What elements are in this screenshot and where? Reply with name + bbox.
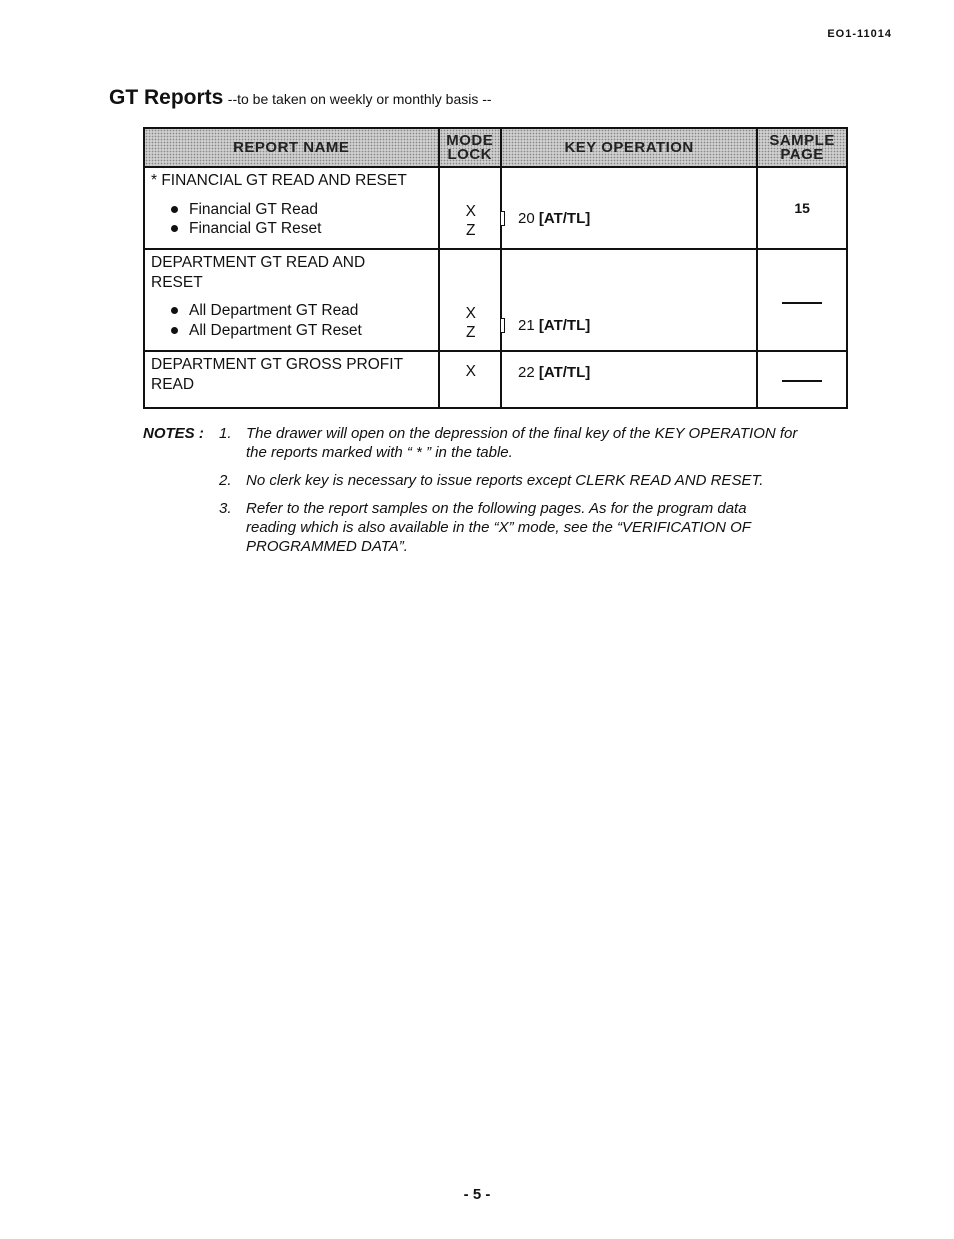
key-number: 22 (518, 364, 535, 381)
row-report-name (144, 249, 439, 351)
key-label: [AT/TL] (538, 317, 591, 334)
note-text-line: No clerk key is necessary to issue reports except CLERK READ AND RESET. (246, 472, 764, 489)
note-text-line: the reports marked with “ * ” in the table. (246, 444, 513, 461)
row-mode-lock (439, 167, 502, 249)
header-sample-label: SAMPLE (769, 131, 835, 149)
page-title (109, 86, 492, 110)
note-text-line: The drawer will open on the depression of the final key of the KEY OPERATION for (246, 425, 798, 442)
row-mode-lock (439, 249, 502, 351)
row-title-line: READ (151, 375, 195, 393)
row-report-name (144, 351, 439, 408)
table-row (144, 167, 847, 249)
notes-section (143, 424, 843, 565)
list-item-label: Financial GT Reset (189, 220, 322, 237)
row-item-list (151, 301, 432, 340)
row-sample-page (757, 167, 847, 249)
note-item (143, 499, 843, 556)
note-item (143, 471, 843, 490)
header-report-name (144, 128, 439, 167)
table-header-row (144, 128, 847, 167)
row-key-operation (501, 351, 757, 408)
header-report-name-label: REPORT NAME (233, 138, 350, 156)
key-label: [AT/TL] (538, 210, 591, 227)
page-number: - 5 - (463, 1186, 491, 1203)
row-title-line: DEPARTMENT GT GROSS PROFIT (151, 356, 404, 373)
bracket-mark (501, 318, 505, 333)
note-number: 2. (219, 472, 232, 489)
list-item-label: All Department GT Reset (189, 321, 362, 339)
note-item (143, 424, 843, 462)
row-title-line: DEPARTMENT GT READ AND (151, 254, 366, 271)
key-number: 21 (518, 317, 535, 334)
row-title: * FINANCIAL GT READ AND RESET (151, 172, 407, 189)
mode-value: X (465, 363, 476, 380)
document-code: EO1-11014 (827, 28, 892, 40)
row-key-operation (501, 167, 757, 249)
list-item (151, 219, 432, 239)
sample-page-dash (782, 302, 822, 304)
mode-value: Z (466, 324, 476, 341)
mode-value: Z (466, 222, 476, 239)
gt-reports-table (143, 127, 848, 409)
list-item-label: Financial GT Read (189, 200, 318, 218)
note-number: 3. (219, 500, 232, 517)
header-key-operation (501, 128, 757, 167)
mode-value: X (465, 203, 476, 220)
list-item-label: All Department GT Read (189, 302, 359, 319)
table-row (144, 351, 847, 408)
row-report-name (144, 167, 439, 249)
key-operation-entry (518, 316, 590, 336)
table-row (144, 249, 847, 351)
list-item (151, 321, 432, 341)
header-sample-page (757, 128, 847, 167)
sample-page-value: 15 (794, 200, 810, 216)
note-text-line: Refer to the report samples on the following pages. As for the program data (246, 500, 747, 517)
header-mode-lock (439, 128, 502, 167)
header-key-operation-label: KEY OPERATION (564, 138, 694, 156)
row-key-operation (501, 249, 757, 351)
key-label: [AT/TL] (538, 364, 591, 381)
sample-page-dash (782, 380, 822, 382)
title-main: GT Reports (109, 86, 224, 109)
row-sample-page (757, 351, 847, 408)
header-mode-label: MODE (446, 131, 494, 149)
list-item (151, 301, 432, 321)
row-sample-page (757, 249, 847, 351)
key-number: 20 (518, 210, 535, 227)
bracket-mark (501, 211, 505, 226)
note-text-line: reading which is also available in the “X” mode, see the “VERIFICATION OF (246, 519, 751, 536)
note-text-line: PROGRAMMED DATA”. (246, 538, 408, 555)
row-mode-lock (439, 351, 502, 408)
title-subtitle: --to be taken on weekly or monthly basis -- (227, 91, 492, 107)
key-operation-entry (518, 363, 590, 383)
note-number: 1. (219, 425, 232, 442)
row-title-line: RESET (151, 273, 203, 291)
mode-value: X (465, 305, 476, 322)
list-item (151, 200, 432, 220)
header-lock-label: LOCK (447, 145, 493, 163)
header-page-label: PAGE (780, 145, 824, 163)
key-operation-entry (518, 209, 590, 229)
row-item-list (151, 200, 432, 239)
notes-label: NOTES : (143, 425, 204, 442)
